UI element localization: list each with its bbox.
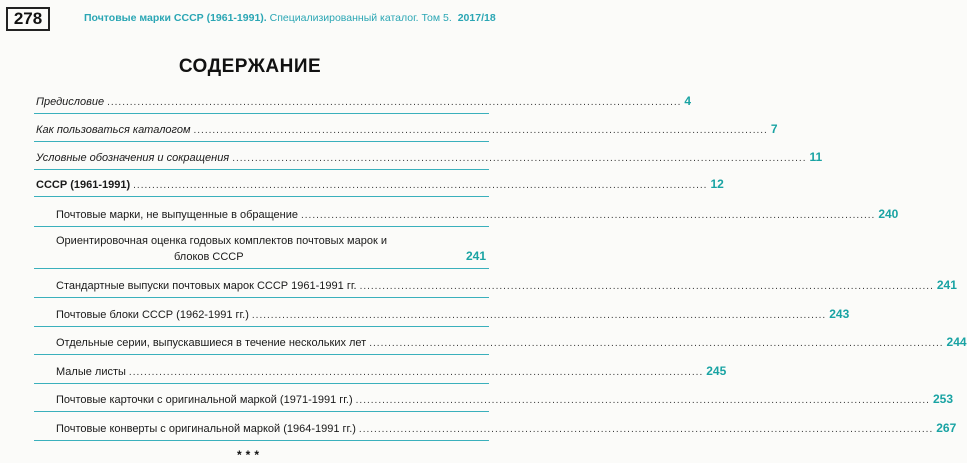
toc-entry-small-sheets[interactable] [56,364,727,378]
toc-dot-leader: ........................................................................................................................................................ [251,310,827,321]
toc-entry-label: Почтовые карточки с оригинальной маркой (1971-1991 гг.) [56,394,353,406]
divider-rule [34,113,489,114]
book-title: Почтовые марки СССР (1961-1991). [84,12,267,24]
page-title: СОДЕРЖАНИЕ [178,56,322,77]
toc-page-number: 240 [878,207,899,221]
toc-entry-label-line1: Ориентировочная оценка годовых комплектов почтовых марок и [56,235,387,247]
toc-entry-label: Стандартные выпуски почтовых марок СССР 1961-1991 гг. [56,280,357,292]
book-subtitle: Специализированный каталог. Том 5. [269,12,452,24]
toc-entry-label: Как пользоваться каталогом [36,124,191,136]
toc-page-number: 245 [706,364,727,378]
toc-entry-label: Почтовые конверты с оригинальной маркой (1964-1991 гг.) [56,423,356,435]
toc-page-number: 11 [809,150,823,164]
toc-entry-label: Отдельные серии, выпускавшиеся в течение нескольких лет [56,337,367,349]
divider-rule [34,354,489,355]
toc-entry-postcards[interactable] [56,392,953,406]
toc-entry-label: Условные обозначения и сокращения [36,152,230,164]
toc-page-number: 241 [936,278,957,292]
toc-dot-leader: ........................................................................................................................................................ [355,395,930,406]
toc-page-number: 253 [932,392,953,406]
divider-rule [34,383,489,384]
toc-page-number: 12 [710,177,724,191]
toc-entry-symbols[interactable] [36,150,823,164]
toc-entry-souvenir-sheets[interactable] [56,307,850,321]
divider-rule [34,141,489,142]
running-header [84,12,496,24]
end-mark: *** [236,448,263,462]
divider-rule [34,169,489,170]
divider-rule [34,196,489,197]
toc-entry-how-to-use[interactable] [36,122,778,136]
toc-entry-ussr[interactable] [36,177,724,191]
toc-page-number: 244 [946,335,967,349]
toc-dot-leader: ........................................................................................................................................................ [107,97,682,108]
divider-rule [34,411,489,412]
divider-rule [34,297,489,298]
divider-rule [34,326,489,327]
divider-rule [34,226,489,227]
divider-rule [34,268,489,269]
toc-entry-multi-year-series[interactable] [56,335,967,349]
toc-dot-leader: ........................................................................................................................................................ [128,367,704,378]
toc-dot-leader: ........................................................................................................................................................ [301,210,876,221]
toc-page-number: 241 [465,249,486,263]
toc-dot-leader: ........................................................................................................................................................ [232,153,807,164]
toc-dot-leader: ........................................................................................................................................................ [193,125,768,136]
toc-entry-annual-sets[interactable] [56,249,486,263]
toc-entry-definitives[interactable] [56,278,957,292]
toc-page-number: 7 [770,122,778,136]
toc-entry-label: Малые листы [56,366,126,378]
toc-dot-leader: ........................................................................................................................................................ [369,338,944,349]
toc-entry-label: Предисловие [36,96,105,108]
toc-dot-leader: ........................................................................................................................................................ [359,281,934,292]
toc-entry-label: Почтовые блоки СССР (1962-1991 гг.) [56,309,249,321]
toc-dot-leader: ........................................................................................................................................................ [358,424,934,435]
toc-entry-label: Почтовые марки, не выпущенные в обращение [56,209,298,221]
toc-page-number: 4 [684,94,692,108]
toc-dot-leader: ........................................................................................................................................................ [133,180,708,191]
toc-page-number: 243 [829,307,850,321]
divider-rule [34,440,489,441]
toc-entry-unissued-stamps[interactable] [56,207,899,221]
edition-year: 2017/18 [457,12,496,24]
toc-page-number: 267 [936,421,957,435]
toc-entry-label: СССР (1961-1991) [36,179,131,191]
page-number: 278 [6,7,50,31]
toc-entry-preface[interactable] [36,94,692,108]
toc-entry-envelopes[interactable] [56,421,957,435]
toc-entry-label-line2: блоков СССР [174,251,244,263]
